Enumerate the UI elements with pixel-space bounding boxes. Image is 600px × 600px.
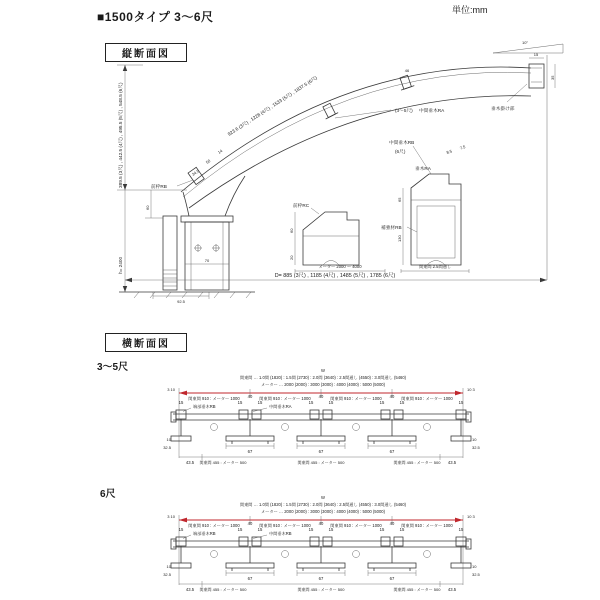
segment-dim: 関東間 910 : メーター 1000 bbox=[259, 523, 311, 528]
dim-92-5: 92.5 bbox=[177, 299, 185, 304]
edge-offset-right: 10 3 bbox=[467, 387, 475, 392]
dim-10: 10 bbox=[472, 437, 477, 442]
dim-67: 67 bbox=[389, 449, 395, 454]
dim-spacing: 関東間 455 : メーター 500 bbox=[199, 587, 247, 592]
dim-15: 15 bbox=[399, 400, 405, 405]
label-end-rafter: 端部垂木RB bbox=[193, 404, 216, 409]
dim-10: 10 bbox=[472, 564, 477, 569]
dim-40: 40 bbox=[247, 394, 253, 399]
dim-43-5: 43.5 bbox=[185, 460, 195, 465]
dim-60: 60 bbox=[145, 205, 150, 210]
dim-46: 46 bbox=[404, 68, 410, 73]
wall-rafter-hook bbox=[491, 52, 555, 280]
dim-40: 40 bbox=[247, 521, 253, 526]
depth-dimension bbox=[125, 271, 547, 282]
unit-label: 単位:mm bbox=[452, 5, 488, 15]
dim-70: 70 bbox=[204, 258, 210, 263]
width-options-line1: 関東間 … 1.0間 (1820) : 1.5間 (2730) : 2.0間 (3640) : 2.5間通し (4550) : 3.0間通し (5460) bbox=[239, 375, 407, 380]
dim-spacing: 関東間 455 : メーター 500 bbox=[393, 460, 441, 465]
dim-15: 15 bbox=[257, 400, 263, 405]
dim-15: 15 bbox=[399, 527, 405, 532]
dim-depth: D= 885 (3尺) , 1185 (4尺) , 1485 (5尺) , 1785 (6尺) bbox=[274, 273, 396, 279]
dim-curve-length: 923.6 (3尺) , 1228 (4尺) , 1533 (5尺) , 1837.5 (6尺) bbox=[226, 75, 319, 137]
dim-15: 15 bbox=[458, 400, 464, 405]
label-mid-rafter: 中間垂木RA bbox=[269, 404, 292, 409]
section-header-longitudinal: 縦断面図 bbox=[105, 43, 187, 62]
dim-43-5: 43.5 bbox=[185, 587, 195, 592]
segment-dim: 関東間 910 : メーター 1000 bbox=[401, 396, 453, 401]
segment-dim: 関東間 910 : メーター 1000 bbox=[188, 523, 240, 528]
longitudinal-section-drawing bbox=[95, 40, 600, 340]
dim-40: 40 bbox=[318, 521, 324, 526]
caption-meter-range: メーター 2000 〜 4000 bbox=[318, 264, 362, 269]
dim-32-5: 32.5 bbox=[163, 572, 171, 577]
cross-section-3to5-drawing bbox=[95, 366, 600, 476]
label-end-rafter: 端部垂木RB bbox=[193, 531, 216, 536]
edge-offset-right: 10 3 bbox=[467, 514, 475, 519]
dim-32-5: 32.5 bbox=[163, 445, 171, 450]
label-front-frame-rb: 前枠RB bbox=[151, 184, 167, 189]
dim-eave-height: 389.5 (3尺) , 442.5 (4尺) , 495.5 (5尺) , 548.5 (6尺) bbox=[118, 82, 123, 188]
segment-dim: 関東間 910 : メーター 1000 bbox=[401, 523, 453, 528]
dim-67: 67 bbox=[247, 449, 253, 454]
dim-15: 15 bbox=[379, 527, 385, 532]
dim-spacing: 関東間 455 : メーター 500 bbox=[199, 460, 247, 465]
downpipe bbox=[163, 216, 177, 290]
segment-dim: 関東間 910 : メーター 1000 bbox=[188, 396, 240, 401]
dim-35: 35 bbox=[550, 75, 555, 80]
dim-15: 15 bbox=[328, 400, 334, 405]
slope-indicator bbox=[493, 40, 563, 53]
dim-spacing: 関東間 455 : メーター 500 bbox=[297, 460, 345, 465]
label-mid-rafter-rb-note: (6尺) bbox=[395, 149, 406, 154]
dim-32-5: 32.5 bbox=[472, 445, 480, 450]
dim-20: 20 bbox=[289, 255, 294, 260]
dim-15: 15 bbox=[308, 400, 314, 405]
width-symbol: W bbox=[321, 368, 325, 373]
label-rafter-hook: 垂木掛け部 bbox=[491, 106, 515, 111]
segment-dim: 関東間 910 : メーター 1000 bbox=[330, 396, 382, 401]
panel-edge-dims bbox=[446, 144, 467, 155]
dim-spacing: 関東間 455 : メーター 500 bbox=[393, 587, 441, 592]
page-title: ■1500タイプ 3〜6尺 bbox=[97, 10, 214, 24]
dim-15: 15 bbox=[178, 400, 184, 405]
segment-dim: 関東間 910 : メーター 1000 bbox=[330, 523, 382, 528]
dim-15: 15 bbox=[237, 527, 243, 532]
dim-40: 40 bbox=[318, 394, 324, 399]
dim-34-5: 34.5 bbox=[190, 168, 201, 177]
dim-50: 50 bbox=[204, 158, 212, 165]
sub-label-3to5: 3〜5尺 bbox=[97, 362, 129, 373]
label-mid-rafter-ra-note: (3〜5尺) bbox=[395, 108, 413, 113]
bolt-icon bbox=[194, 244, 220, 252]
front-frame-rc-detail bbox=[289, 202, 385, 273]
label-front-frame-rc: 前枠RC bbox=[293, 203, 310, 208]
label-mid-rafter: 中間垂木RB bbox=[269, 531, 292, 536]
dim-15: 15 bbox=[237, 400, 243, 405]
slope-angle-label: 10° bbox=[521, 40, 529, 45]
segment-dim: 関東間 910 : メーター 1000 bbox=[259, 396, 311, 401]
label-mid-rafter-rb: 中間垂木RB bbox=[389, 140, 415, 145]
dim-65: 65 bbox=[397, 197, 402, 202]
dim-130: 130 bbox=[397, 235, 402, 242]
left-dimension-line bbox=[117, 65, 187, 292]
dim-15: 15 bbox=[257, 527, 263, 532]
dim-15: 15 bbox=[308, 527, 314, 532]
dim-post-height: h= 2400 bbox=[118, 256, 123, 274]
dim-15: 15 bbox=[379, 400, 385, 405]
sub-label-6: 6尺 bbox=[100, 489, 116, 500]
label-mid-rafter-ra: 中間垂木RA bbox=[419, 108, 445, 113]
dim-14: 14 bbox=[216, 148, 224, 155]
dim-60-detail: 60 bbox=[289, 228, 294, 233]
mid-rafter-rb-detail bbox=[381, 165, 469, 273]
edge-offset-left: 3 10 bbox=[167, 387, 175, 392]
ground-line bbox=[119, 292, 255, 298]
dim-7-5: 7.5 bbox=[459, 144, 466, 151]
label-reinforcement-rb: 補強材RB bbox=[381, 225, 402, 230]
dim-67: 67 bbox=[389, 576, 395, 581]
caption-kanto-range: 関東間 2.5間通し bbox=[418, 264, 452, 269]
width-options-line2: メーター … 2000 (2000) : 3000 (3000) : 4000 (4000) : 5000 (5000) bbox=[260, 382, 386, 387]
dim-32-5: 32.5 bbox=[472, 572, 480, 577]
roof-panel bbox=[171, 410, 471, 444]
dim-15: 15 bbox=[458, 527, 464, 532]
dim-43-5: 43.5 bbox=[447, 587, 457, 592]
post-assembly bbox=[145, 167, 245, 304]
dim-40: 40 bbox=[389, 521, 395, 526]
dim-15: 15 bbox=[533, 52, 539, 57]
width-symbol: W bbox=[321, 495, 325, 500]
dim-67: 67 bbox=[318, 449, 324, 454]
dim-67: 67 bbox=[247, 576, 253, 581]
mid-rafter-section-mark-ra bbox=[320, 102, 338, 119]
dim-8-5: 8.5 bbox=[445, 148, 453, 155]
width-options-line2: メーター … 2000 (2000) : 3000 (3000) : 4000 (4000) : 5000 (5000) bbox=[260, 509, 386, 514]
roof-curve bbox=[181, 67, 531, 208]
dim-67: 67 bbox=[318, 576, 324, 581]
dim-43-5: 43.5 bbox=[447, 460, 457, 465]
label-rafter-ra: 垂木RA bbox=[415, 166, 431, 171]
dim-15: 15 bbox=[178, 527, 184, 532]
width-options-line1: 関東間 … 1.0間 (1820) : 1.5間 (2730) : 2.0間 (3640) : 2.5間通し (4550) : 3.0間通し (5460) bbox=[239, 502, 407, 507]
dim-10: 10 bbox=[166, 564, 171, 569]
dim-40: 40 bbox=[389, 394, 395, 399]
dim-spacing: 関東間 455 : メーター 500 bbox=[297, 587, 345, 592]
edge-offset-left: 3 10 bbox=[167, 514, 175, 519]
cross-section-6-drawing bbox=[95, 493, 600, 600]
dim-15: 15 bbox=[328, 527, 334, 532]
dim-10: 10 bbox=[166, 437, 171, 442]
roof-panel bbox=[171, 537, 471, 571]
section-header-cross: 横断面図 bbox=[105, 333, 187, 352]
